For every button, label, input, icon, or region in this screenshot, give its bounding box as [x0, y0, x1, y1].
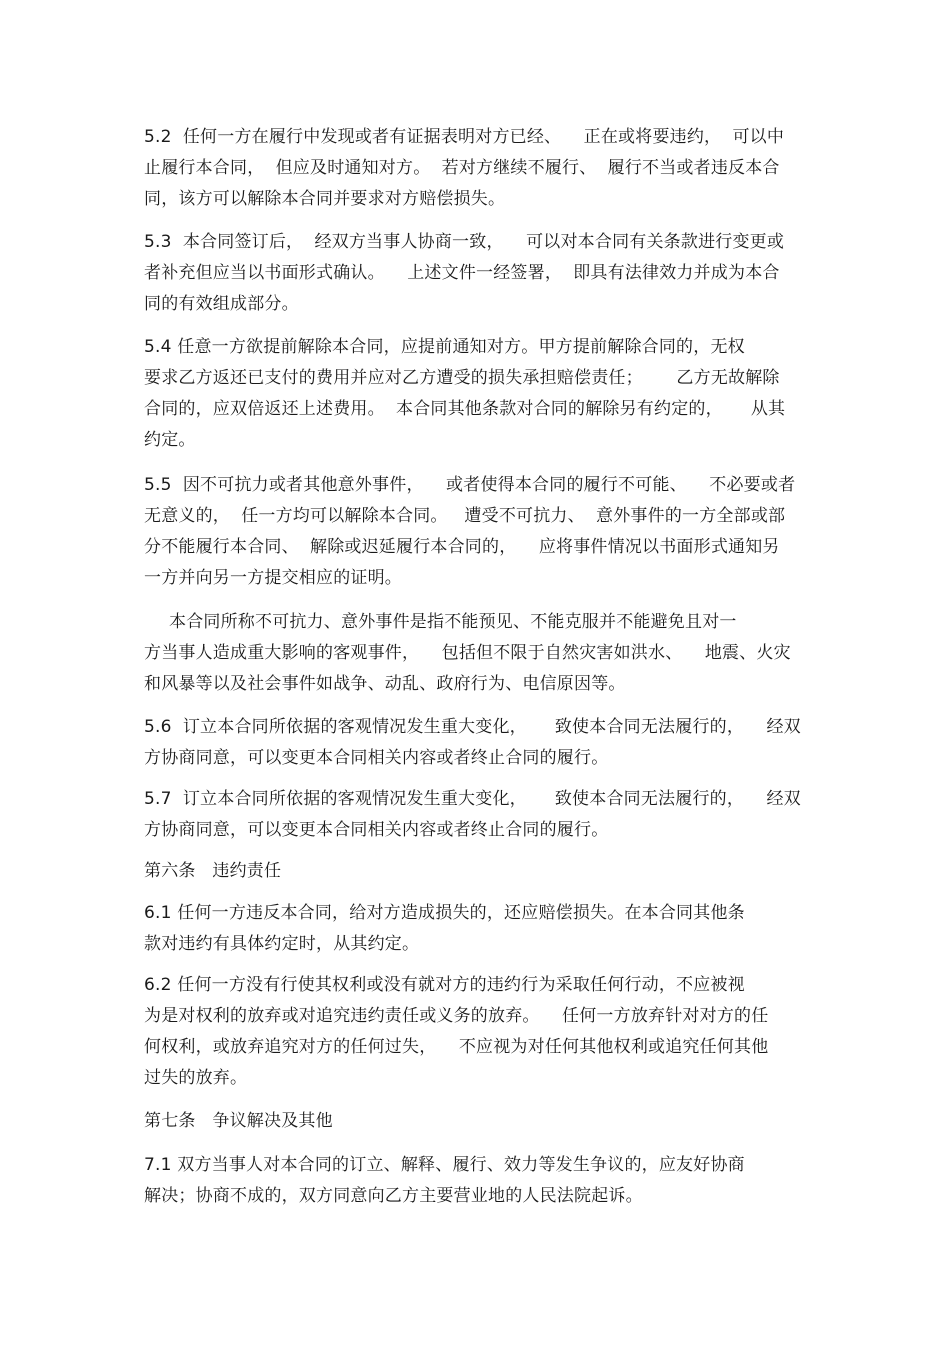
clause-7-1 [144, 1150, 824, 1212]
text-line: 何权利，或放弃追究对方的任何过失， 不应视为对任何其他权利或追究任何其他 [144, 1037, 769, 1057]
clause-5-2 [144, 122, 824, 215]
clause-5-7 [144, 784, 824, 846]
text-line: 过失的放弃。 [144, 1068, 248, 1088]
text-line: 同，该方可以解除本合同并要求对方赔偿损失。 [144, 189, 506, 209]
clause-6-1 [144, 898, 824, 960]
text-line: 5.2 任何一方在履行中发现或者有证据表明对方已经、 正在或将要违约， 可以中 [144, 127, 785, 147]
text-line: 合同的，应双倍返还上述费用。 本合同其他条款对合同的解除另有约定的， 从其 [144, 399, 786, 419]
text-line: 7.1 双方当事人对本合同的订立、解释、履行、效力等发生争议的，应友好协商 [144, 1155, 745, 1175]
text-line: 同的有效组成部分。 [144, 294, 299, 314]
article-7-heading [144, 1106, 824, 1137]
text-line: 5.5 因不可抗力或者其他意外事件， 或者使得本合同的履行不可能、 不必要或者 [144, 475, 796, 495]
clause-5-5 [144, 470, 824, 594]
text-line: 5.3 本合同签订后， 经双方当事人协商一致， 可以对本合同有关条款进行变更或 [144, 232, 785, 252]
clause-5-3 [144, 227, 824, 320]
text-line: 为是对权利的放弃或对追究违约责任或义务的放弃。 任何一方放弃针对对方的任 [144, 1006, 769, 1026]
clause-5-6 [144, 712, 824, 774]
clause-5-4 [144, 332, 824, 456]
section-heading: 第六条 违约责任 [144, 861, 282, 881]
text-line: 分不能履行本合同、 解除或迟延履行本合同的， 应将事件情况以书面形式通知另 [144, 537, 780, 557]
text-line: 和风暴等以及社会事件如战争、动乱、政府行为、电信原因等。 [144, 674, 626, 694]
text-line: 5.6 订立本合同所依据的客观情况发生重大变化， 致使本合同无法履行的， 经双 [144, 717, 801, 737]
text-line: 者补充但应当以书面形式确认。 上述文件一经签署， 即具有法律效力并成为本合 [144, 263, 780, 283]
force-majeure-definition [144, 607, 824, 700]
text-line: 止履行本合同， 但应及时通知对方。 若对方继续不履行、 履行不当或者违反本合 [144, 158, 780, 178]
clause-6-2 [144, 970, 824, 1094]
text-line: 6.1 任何一方违反本合同，给对方造成损失的，还应赔偿损失。在本合同其他条 [144, 903, 745, 923]
text-line: 无意义的， 任一方均可以解除本合同。 遭受不可抗力、 意外事件的一方全部或部 [144, 506, 786, 526]
text-line: 方协商同意，可以变更本合同相关内容或者终止合同的履行。 [144, 820, 609, 840]
section-heading: 第七条 争议解决及其他 [144, 1111, 333, 1131]
text-line: 6.2 任何一方没有行使其权利或没有就对方的违约行为采取任何行动，不应被视 [144, 975, 745, 995]
text-line: 约定。 [144, 430, 196, 450]
text-line: 款对违约有具体约定时，从其约定。 [144, 934, 420, 954]
text-line: 要求乙方返还已支付的费用并应对乙方遭受的损失承担赔偿责任； 乙方无故解除 [144, 368, 780, 388]
article-6-heading [144, 856, 824, 887]
text-line: 本合同所称不可抗力、意外事件是指不能预见、不能克服并不能避免且对一 [169, 612, 737, 632]
text-line: 一方并向另一方提交相应的证明。 [144, 568, 402, 588]
text-line: 解决；协商不成的，双方同意向乙方主要营业地的人民法院起诉。 [144, 1186, 643, 1206]
text-line: 方当事人造成重大影响的客观事件， 包括但不限于自然灾害如洪水、 地震、火灾 [144, 643, 791, 663]
text-line: 5.7 订立本合同所依据的客观情况发生重大变化， 致使本合同无法履行的， 经双 [144, 789, 801, 809]
text-line: 方协商同意，可以变更本合同相关内容或者终止合同的履行。 [144, 748, 609, 768]
text-line: 5.4 任意一方欲提前解除本合同，应提前通知对方。甲方提前解除合同的，无权 [144, 337, 745, 357]
